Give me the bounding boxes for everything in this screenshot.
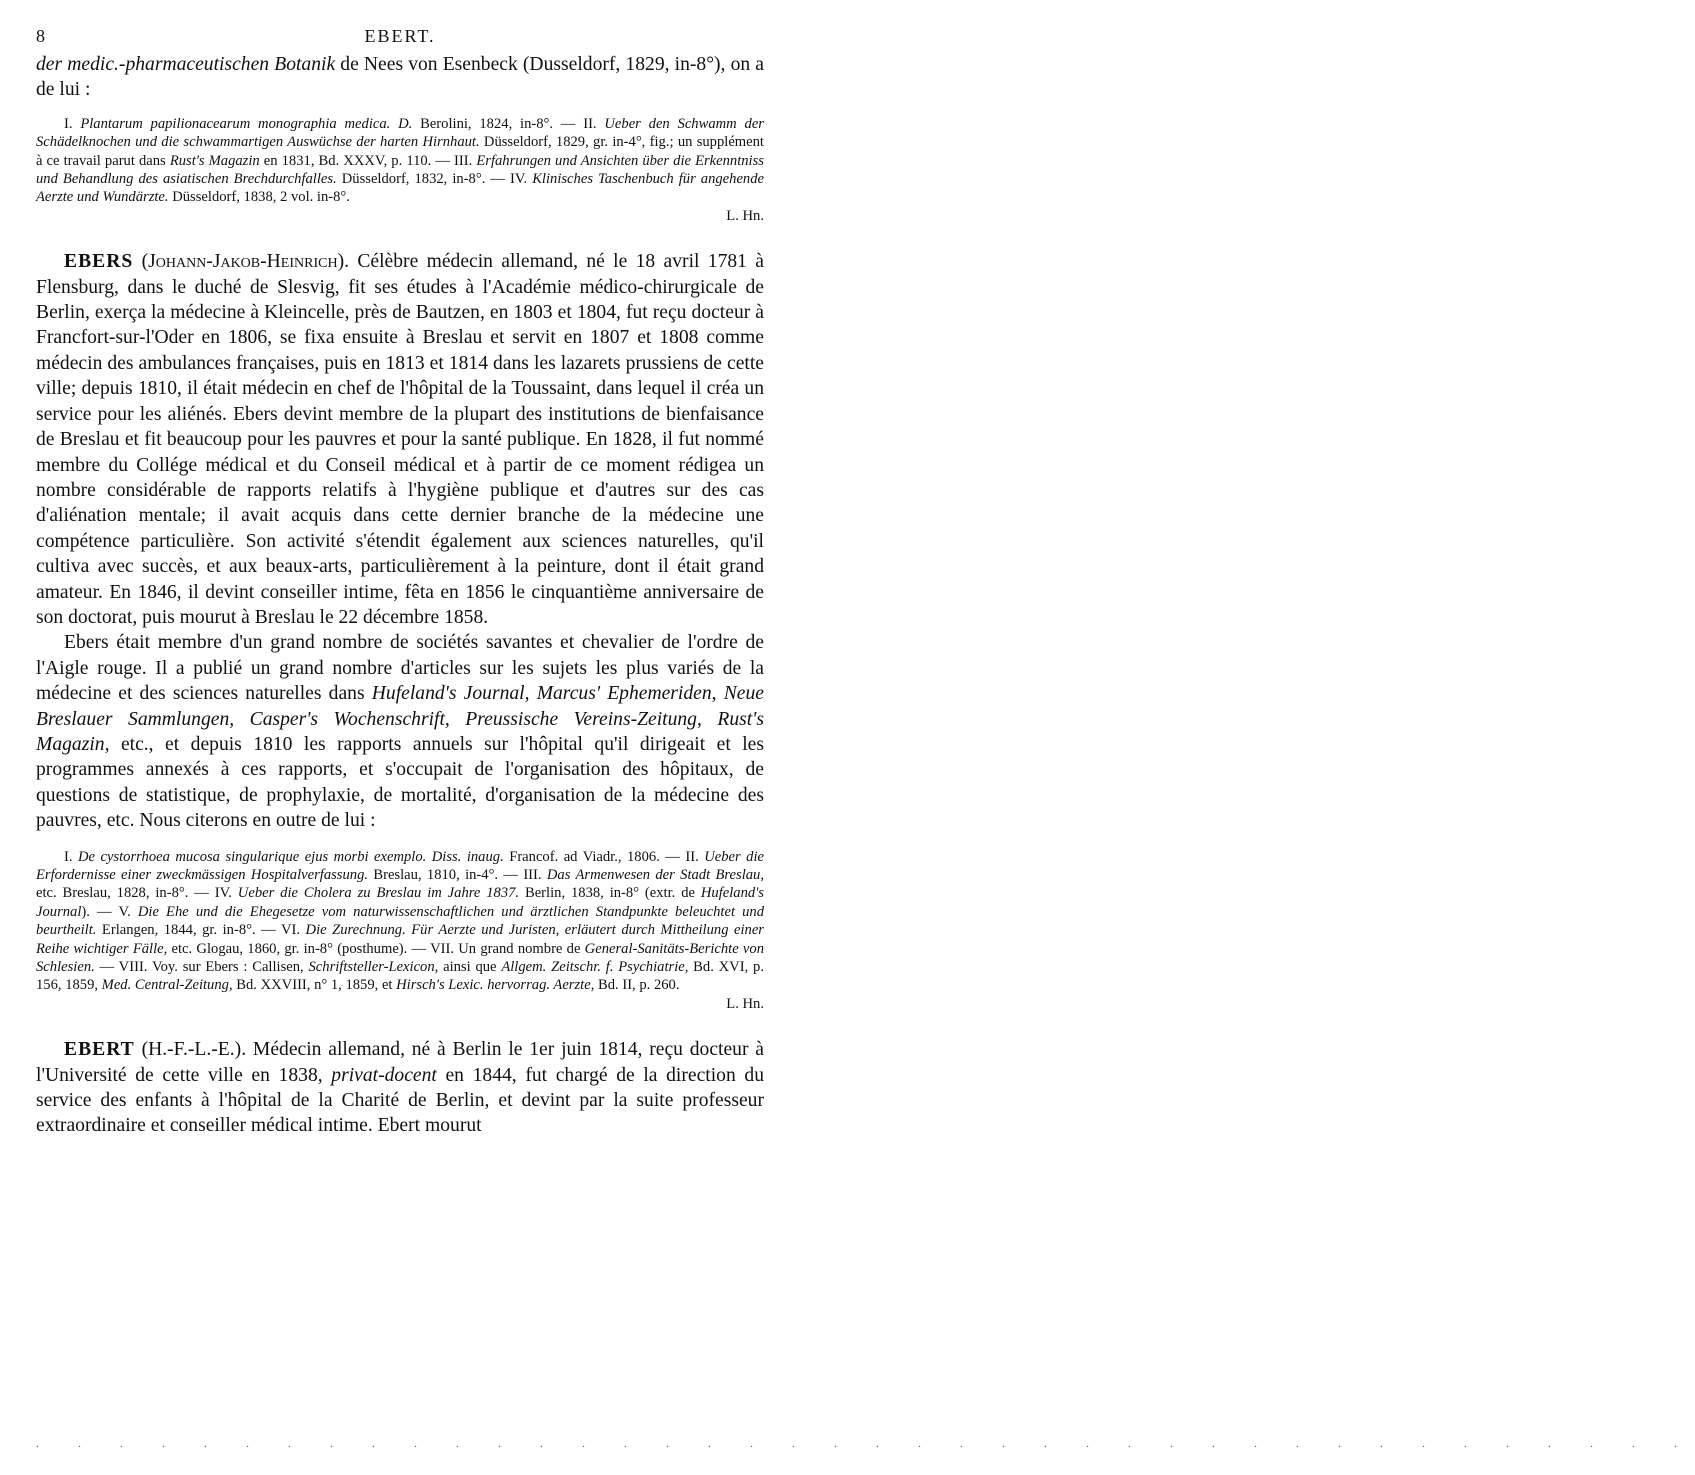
entry-given-names: (Johann-Jakob-Heinrich) [141, 251, 345, 273]
entry-headword: EBERT [64, 1039, 135, 1061]
bibliography-ebers [36, 848, 764, 995]
entry-ebers-paragraph-1 [36, 249, 764, 630]
entry-text: Médecin allemand, né à Berlin le 1er juin 1814, reçu docteur à l'Université de cette ville en 1838, [36, 1039, 764, 1086]
biblio-text: Bd. II, p. 260. [594, 977, 680, 994]
entry-headword: EBERS [64, 251, 134, 273]
biblio-title: Rust's Magazin [169, 152, 260, 169]
biblio-text: — VIII. Voy. sur Ebers : Callisen, [94, 959, 309, 976]
biblio-title: Hirsch's Lexic. hervorrag. Aerzte, [396, 977, 595, 994]
entry-given-names: (H.-F.-L.-E.). [141, 1039, 247, 1061]
biblio-text: Erlangen, 1844, gr. in-8°. — VI. [96, 922, 306, 939]
biblio-text: Berolini, 1824, in-8°. — II. [412, 115, 605, 132]
biblio-title: Ueber den Schwamm der Schädelknochen und die schwammartigen Auswüchse der harten Hirnhaut. [36, 115, 764, 151]
biblio-title: De cystorrhoea mucosa singularique ejus morbi exemplo. Diss. inaug. [77, 848, 504, 865]
entry-text: en 1844, fut chargé de la direction du service des enfants à l'hôpital de la Charité de Berlin, et devint par la suite professeur extraordinaire et conseiller médical intime. Ebert mourut [36, 1064, 764, 1137]
biblio-title: Med. Central-Zeitung, [101, 977, 233, 994]
page-header [36, 26, 764, 52]
biblio-title: Allgem. Zeitschr. f. Psychiatrie, [501, 959, 689, 976]
author-signature: L. Hn. [726, 207, 764, 224]
biblio-title: Hufeland's Journal [36, 885, 764, 920]
biblio-text: Bd. XVI, p. 156, 1859, [36, 959, 764, 994]
biblio-title: Erfahrungen und Ansichten über die Erkenntniss und Behandlung des asiatischen Brechdurchfalles. [36, 152, 764, 188]
biblio-text: Düsseldorf, 1832, in-8°. — IV. [336, 171, 533, 188]
entry-text: . Célèbre médecin allemand, né le 18 avril 1781 à Flensburg, dans le duché de Slesvig, fit ses études à l'Académie médico-chirurgicale de Berlin, exerça la médecine à Kleincelle, près de Bautzen, en 1803 et 1804, fut reçu docteur à Francfort-sur-l'Oder en 1806, se fixa ensuite à Breslau et servit en 1807 et 1808 comme médecin des ambulances françaises, puis en 1813 et 1814 dans les lazarets prussiens de cette ville; depuis 1810, il était médecin en chef de l'hôpital de la Toussaint, dans lequel il créa un service pour les aliénés. Ebers devint membre de la plupart des institutions de bienfaisance de Breslau et fit beaucoup pour les pauvres et pour la santé publique. En 1828, il fut nommé membre du Collége médical et du Conseil médical et à partir de ce moment rédigea un nombre considérable de rapports relatifs à l'hygiène publique et d'autres sur des cas d'aliénation mentale; il avait acquis dans cette dernier branche de la médecine une compétence particulière. Son activité s'étendit également aux sciences naturelles, qu'il cultiva avec succès, et aux beaux-arts, particulièrement à la peinture, dont il était grand amateur. En 1846, il devint conseiller intime, fêta en 1856 le cinquantième anniversaire de son doctorat, puis mourut à Breslau le 22 décembre 1858. [36, 251, 764, 628]
author-signature: L. Hn. [726, 995, 764, 1012]
biblio-text: ainsi que [438, 959, 502, 976]
running-head: EBERT. [364, 26, 436, 46]
entry-text: Ebers était membre d'un grand nombre de sociétés savantes et chevalier de l'ordre de l'Aigle rouge. Il a publié un grand nombre d'articles sur les sujets les plus variés de la médecine et des sciences naturelles dans [36, 632, 764, 705]
biblio-text: en 1831, Bd. XXXV, p. 110. — III. [259, 152, 477, 169]
biblio-title: Ueber die Erfordernisse einer zweckmässigen Hospitalverfassung. [36, 848, 764, 883]
biblio-text: Francof. ad Viadr., 1806. — II. [503, 848, 705, 865]
biblio-text: Düsseldorf, 1829, gr. in-4°, fig.; un supplément à ce travail parut dans [36, 134, 764, 169]
bibliography-ebermaier [36, 115, 764, 207]
entry-text: etc., et depuis 1810 les rapports annuels sur l'hôpital qu'il dirigeait et les programmes annexés à ces rapports, et s'occupait de l'organisation des hôpitaux, de questions de statistique, de prophylaxie, de mortalité, d'organisation de la médecine des pauvres, etc. Nous citerons en outre de lui : [36, 733, 764, 832]
biblio-title: Plantarum papilionacearum monographia medica. D. [80, 115, 413, 132]
journal-list: Hufeland's Journal, Marcus' Ephemeriden, Neue Breslauer Sammlungen, Casper's Wochenschrift, Preussische Vereins-Zeitung, Rust's Magazin, [36, 683, 764, 755]
biblio-title: Ueber die Cholera zu Breslau im Jahre 1837. [237, 885, 520, 902]
biblio-title: Die Zurechnung. Für Aerzte und Juristen, erläutert durch Mittheilung einer Reihe wichtiger Fälle, [36, 922, 764, 957]
biblio-text: ). — V. [81, 903, 138, 920]
page-number: 8 [36, 26, 45, 46]
intro-text: de Nees von Esenbeck (Dusseldorf, 1829, in-8°), on a de lui : [36, 54, 764, 101]
biblio-text: Breslau, 1810, in-4°. — III. [368, 867, 547, 883]
biblio-title: Das Armenwesen der Stadt Breslau, [546, 867, 764, 883]
biblio-text: etc. Glogau, 1860, gr. in-8° (posthume). — VII. Un grand nombre de [167, 940, 585, 957]
entry-ebers-paragraph-2 [36, 630, 764, 833]
biblio-text: I. [64, 115, 81, 132]
document-page [36, 26, 764, 1139]
biblio-title: Schriftsteller-Lexicon, [308, 959, 439, 976]
page-footer-marks: . . . . . . . . . . . . . . . . . . . . . . . . . . . . . . . . . . . . . . . . [36, 1436, 1695, 1450]
biblio-text: etc. Breslau, 1828, in-8°. — IV. [36, 885, 238, 902]
biblio-text: Düsseldorf, 1838, 2 vol. in-8°. [168, 189, 350, 206]
intro-italic: der medic.-pharmaceutischen Botanik [36, 54, 336, 75]
biblio-title: Die Ehe und die Ehegesetze vom naturwissenschaftlichen und ärztlichen Standpunkte beleuchtet und beurtheilt. [36, 903, 764, 939]
entry-ebert-paragraph [36, 1037, 764, 1139]
biblio-title: Klinisches Taschenbuch für angehende Aerzte und Wundärzte. [36, 171, 764, 206]
biblio-title: General-Sanitäts-Berichte von Schlesien. [36, 940, 764, 976]
biblio-text: I. [64, 848, 78, 865]
intro-paragraph [36, 52, 764, 103]
biblio-text: Berlin, 1838, in-8° (extr. de [519, 885, 701, 902]
entry-italic: privat-docent [331, 1064, 437, 1086]
biblio-text: Bd. XXVIII, n° 1, 1859, et [232, 977, 397, 994]
